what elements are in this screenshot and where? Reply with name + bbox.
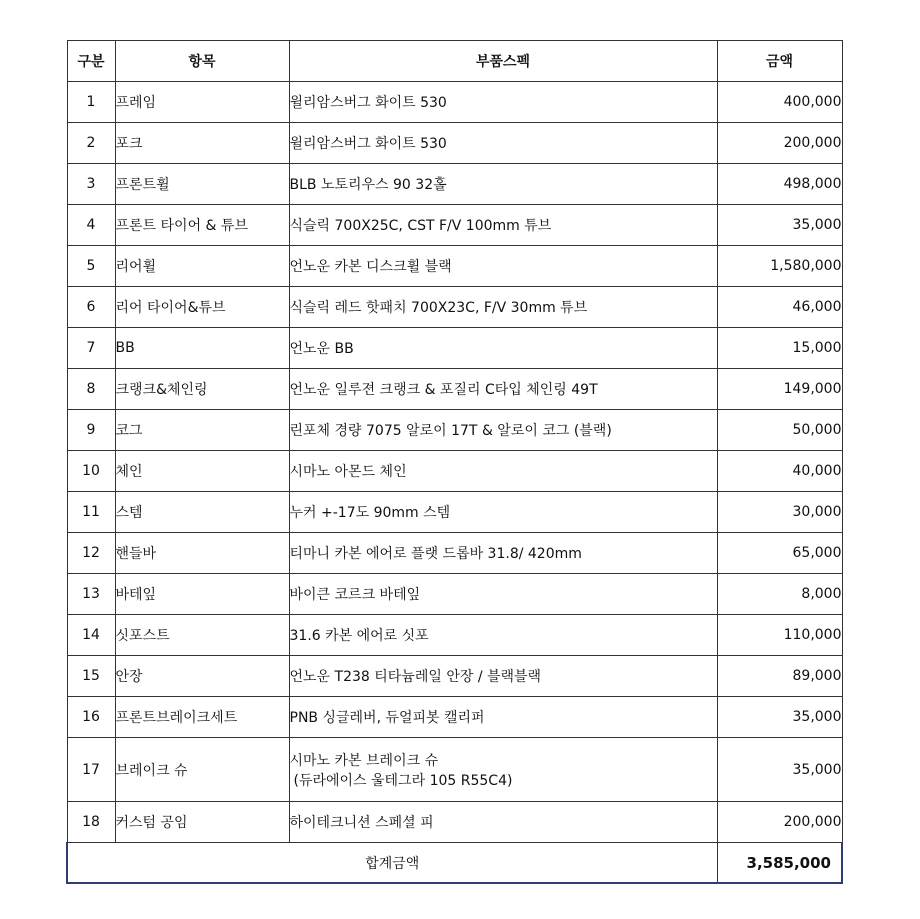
row-spec-line1: 시마노 카본 브레이크 슈 bbox=[289, 752, 439, 769]
table-row bbox=[67, 123, 842, 164]
row-item: 싯포스트 bbox=[115, 615, 289, 656]
table-row bbox=[67, 451, 842, 492]
row-price: 65,000 bbox=[717, 533, 842, 574]
row-price: 149,000 bbox=[717, 369, 842, 410]
row-price: 35,000 bbox=[717, 697, 842, 738]
table-row bbox=[67, 328, 842, 369]
row-price: 200,000 bbox=[717, 123, 842, 164]
row-item: 안장 bbox=[115, 656, 289, 697]
row-item: 리어휠 bbox=[115, 246, 289, 287]
row-item: 프론트휠 bbox=[115, 164, 289, 205]
row-num: 5 bbox=[67, 246, 115, 287]
table-row bbox=[67, 492, 842, 533]
table-row bbox=[67, 738, 842, 802]
row-item: 포크 bbox=[115, 123, 289, 164]
total-value: 3,585,000 bbox=[717, 843, 842, 884]
row-num: 9 bbox=[67, 410, 115, 451]
row-num: 17 bbox=[67, 738, 115, 802]
row-price: 35,000 bbox=[717, 205, 842, 246]
row-spec: 윌리암스버그 화이트 530 bbox=[289, 123, 717, 164]
row-item: 체인 bbox=[115, 451, 289, 492]
total-label: 합계금액 bbox=[67, 843, 717, 884]
row-spec: 누커 +-17도 90mm 스템 bbox=[289, 492, 717, 533]
row-item: 바테잎 bbox=[115, 574, 289, 615]
row-spec: 하이테크니션 스페셜 피 bbox=[289, 802, 717, 843]
header-spec: 부품스펙 bbox=[289, 41, 717, 82]
row-price: 50,000 bbox=[717, 410, 842, 451]
row-num: 1 bbox=[67, 82, 115, 123]
row-num: 11 bbox=[67, 492, 115, 533]
row-num: 15 bbox=[67, 656, 115, 697]
row-item: 브레이크 슈 bbox=[115, 738, 289, 802]
table-row bbox=[67, 656, 842, 697]
row-price: 400,000 bbox=[717, 82, 842, 123]
row-num: 7 bbox=[67, 328, 115, 369]
header-row bbox=[67, 41, 842, 82]
row-spec: 티마니 카본 에어로 플랫 드롭바 31.8/ 420mm bbox=[289, 533, 717, 574]
row-price: 35,000 bbox=[717, 738, 842, 802]
row-item: 핸들바 bbox=[115, 533, 289, 574]
row-num: 13 bbox=[67, 574, 115, 615]
row-price: 15,000 bbox=[717, 328, 842, 369]
row-spec-line2: (듀라에이스 울테그라 105 R55C4) bbox=[293, 772, 513, 789]
row-spec: 31.6 카본 에어로 싯포 bbox=[289, 615, 717, 656]
table-row bbox=[67, 697, 842, 738]
row-num: 6 bbox=[67, 287, 115, 328]
row-num: 8 bbox=[67, 369, 115, 410]
row-spec: 언노운 카본 디스크휠 블랙 bbox=[289, 246, 717, 287]
row-price: 89,000 bbox=[717, 656, 842, 697]
table-row bbox=[67, 615, 842, 656]
row-spec: 바이큰 코르크 바테잎 bbox=[289, 574, 717, 615]
table-row bbox=[67, 164, 842, 205]
row-item: 코그 bbox=[115, 410, 289, 451]
row-num: 2 bbox=[67, 123, 115, 164]
row-num: 16 bbox=[67, 697, 115, 738]
row-spec: BLB 노토리우스 90 32홀 bbox=[289, 164, 717, 205]
row-price: 1,580,000 bbox=[717, 246, 842, 287]
row-spec: 식슬릭 레드 핫패치 700X23C, F/V 30mm 튜브 bbox=[289, 287, 717, 328]
row-spec: 언노운 BB bbox=[289, 328, 717, 369]
row-spec: 식슬릭 700X25C, CST F/V 100mm 튜브 bbox=[289, 205, 717, 246]
header-num: 구분 bbox=[67, 41, 115, 82]
row-price: 200,000 bbox=[717, 802, 842, 843]
row-price: 40,000 bbox=[717, 451, 842, 492]
row-num: 14 bbox=[67, 615, 115, 656]
row-num: 3 bbox=[67, 164, 115, 205]
row-num: 4 bbox=[67, 205, 115, 246]
row-price: 30,000 bbox=[717, 492, 842, 533]
table-row bbox=[67, 287, 842, 328]
table-row bbox=[67, 533, 842, 574]
row-item: 커스텀 공임 bbox=[115, 802, 289, 843]
row-item: 리어 타이어&튜브 bbox=[115, 287, 289, 328]
row-price: 498,000 bbox=[717, 164, 842, 205]
row-item: 프론트 타이어 & 튜브 bbox=[115, 205, 289, 246]
row-item: 프레임 bbox=[115, 82, 289, 123]
row-price: 8,000 bbox=[717, 574, 842, 615]
row-spec: 언노운 T238 티타늄레일 안장 / 블랙블랙 bbox=[289, 656, 717, 697]
total-row bbox=[67, 843, 842, 884]
table-row bbox=[67, 246, 842, 287]
row-num: 18 bbox=[67, 802, 115, 843]
row-item: 크랭크&체인링 bbox=[115, 369, 289, 410]
row-spec: PNB 싱글레버, 듀얼피봇 캘리퍼 bbox=[289, 697, 717, 738]
row-spec bbox=[289, 738, 717, 802]
table-row bbox=[67, 410, 842, 451]
row-spec: 시마노 아몬드 체인 bbox=[289, 451, 717, 492]
header-price: 금액 bbox=[717, 41, 842, 82]
table-row bbox=[67, 574, 842, 615]
row-num: 10 bbox=[67, 451, 115, 492]
table-row bbox=[67, 802, 842, 843]
table-row bbox=[67, 205, 842, 246]
row-spec: 린포체 경량 7075 알로이 17T & 알로이 코그 (블랙) bbox=[289, 410, 717, 451]
table-row bbox=[67, 369, 842, 410]
table-row bbox=[67, 82, 842, 123]
row-spec: 윌리암스버그 화이트 530 bbox=[289, 82, 717, 123]
row-item: 스템 bbox=[115, 492, 289, 533]
header-item: 항목 bbox=[115, 41, 289, 82]
row-item: BB bbox=[115, 328, 289, 369]
parts-table bbox=[66, 40, 843, 884]
row-price: 110,000 bbox=[717, 615, 842, 656]
row-price: 46,000 bbox=[717, 287, 842, 328]
row-num: 12 bbox=[67, 533, 115, 574]
row-spec: 언노운 일루젼 크랭크 & 포질리 C타입 체인링 49T bbox=[289, 369, 717, 410]
row-item: 프론트브레이크세트 bbox=[115, 697, 289, 738]
